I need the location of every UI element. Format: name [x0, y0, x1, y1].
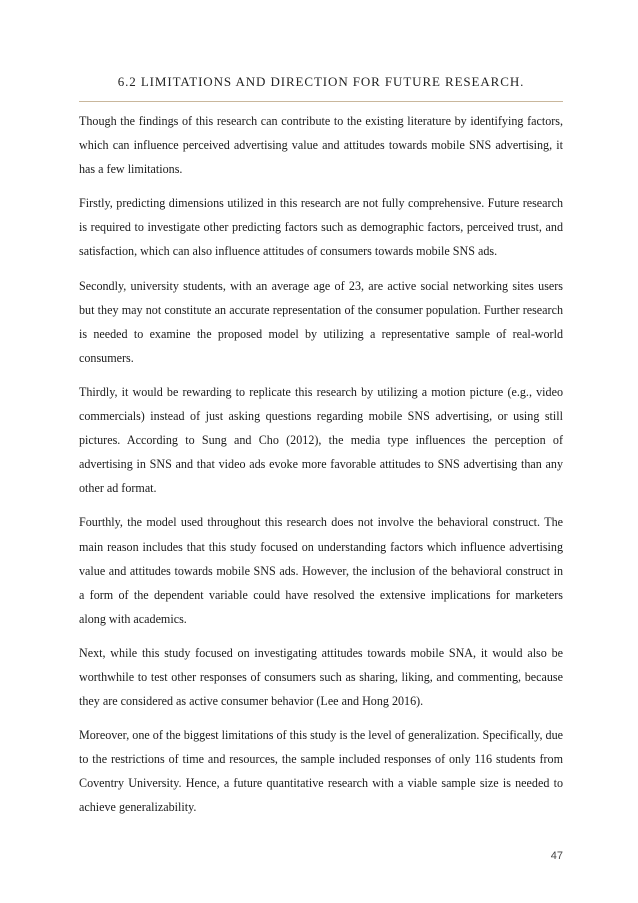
paragraph-fourthly: Fourthly, the model used throughout this research does not involve the behavioral construct. The main reason includes that this study focused on understanding factors which influence advertising value and attitudes towards mobile SNS ads. However, the inclusion of the behavioral construct in a form of the dependent variable could have resolved the extensive implications for marketers along with academics.: [79, 515, 563, 626]
body-text: [79, 109, 563, 830]
section-heading: 6.2 LIMITATIONS AND DIRECTION FOR FUTURE RESEARCH.: [117, 74, 525, 89]
page-number: 47: [550, 850, 563, 862]
paragraph-secondly: Secondly, university students, with an average age of 23, are active social networking sites users but they may not constitute an accurate representation of the consumer population. Further research is needed to examine the proposed model by utilizing a representative sample of real-world consumers.: [79, 278, 563, 365]
paragraph-thirdly: Thirdly, it would be rewarding to replicate this research by utilizing a motion picture (e.g., video commercials) instead of just asking questions regarding mobile SNS advertising, or using still pictures. According to Sung and Cho (2012), the media type influences the perception of advertising in SNS and that video ads evoke more favorable attitudes to SNS advertising than any other ad format.: [79, 384, 563, 496]
paragraph-next: Next, while this study focused on investigating attitudes towards mobile SNA, it would also be worthwhile to test other responses of consumers such as sharing, liking, and commenting, because they are considered as active consumer behavior (Lee and Hong 2016).: [79, 645, 563, 709]
paragraph-moreover: Moreover, one of the biggest limitations of this study is the level of generalization. Specifically, due to the restrictions of time and resources, the sample included responses of only 116 students from Coventry University. Hence, a future quantitative research with a viable sample size is needed to achieve generalizability.: [79, 728, 563, 815]
paragraph-firstly: Firstly, predicting dimensions utilized in this research are not fully comprehensive. Future research is required to investigate other predicting factors such as demographic factors, perceived trust, and satisfaction, which can also influence attitudes of consumers towards mobile SNS ads.: [79, 196, 563, 259]
paragraph-intro: Though the findings of this research can contribute to the existing literature by identifying factors, which can influence perceived advertising value and attitudes towards mobile SNS advertising, it has a few limitations.: [79, 114, 563, 177]
heading-divider: [79, 101, 563, 102]
